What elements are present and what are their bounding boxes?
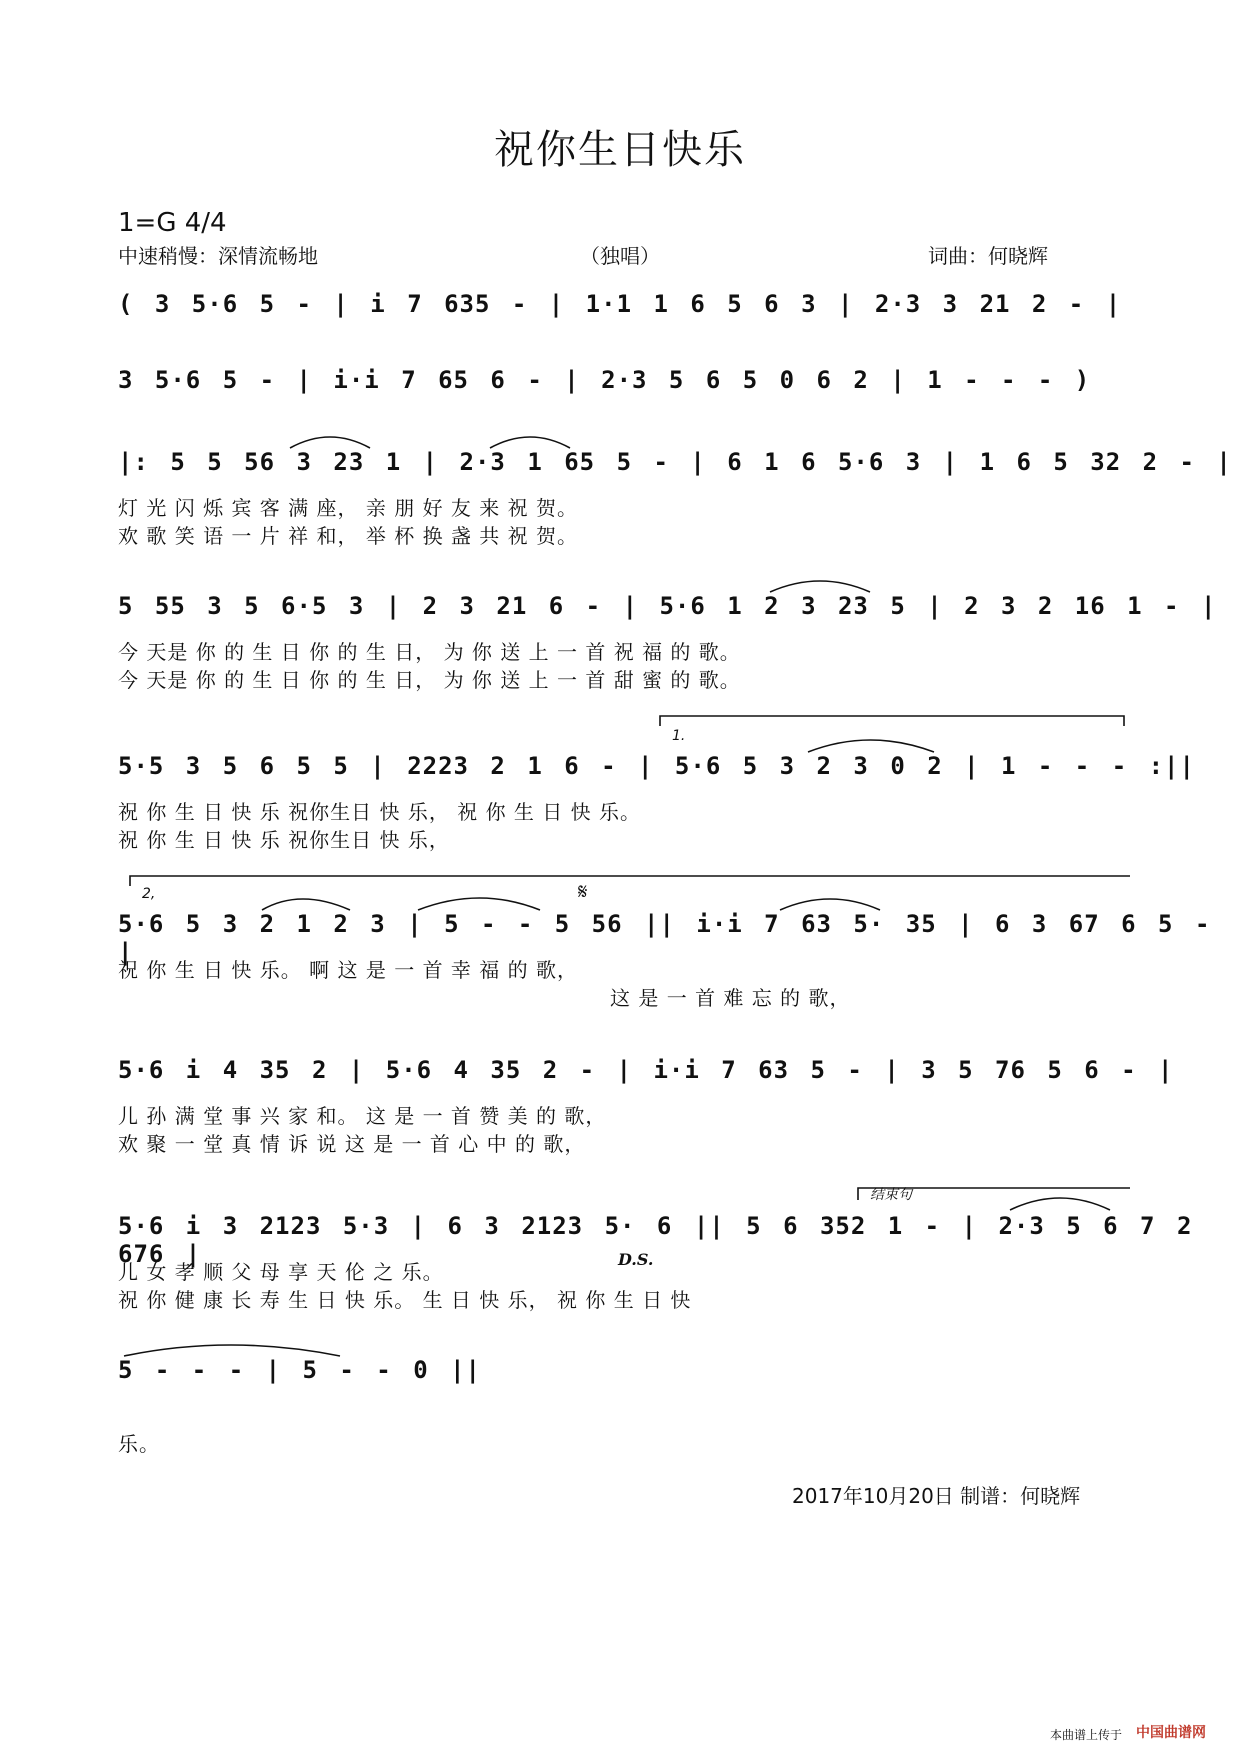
- ending-bracket: [858, 1188, 1130, 1200]
- lyrics-verse-1: 乐。: [118, 1432, 160, 1456]
- notes: 5 55 3 5 6·5 3 | 2 3 21 6 - | 5·6 1 2 3 23 5 | 2 3 2 16 1 - |: [118, 592, 1217, 620]
- lyrics-verse-2: 祝 你 生 日 快 乐 祝你生日 快 乐，: [118, 828, 450, 852]
- performance-mode: （独唱）: [580, 244, 660, 268]
- segno-icon: 𝄋: [578, 880, 588, 905]
- notes: 5·6 5 3 2 1 2 3 | 5 - - 5 56 || i·i 7 63 5· 35 | 6 3 67 6 5 - |: [118, 910, 1211, 966]
- composer-credit: 词曲：何晓辉: [928, 244, 1048, 268]
- lyrics-verse-2: 欢 聚 一 堂 真 情 诉 说 这 是 一 首 心 中 的 歌，: [118, 1132, 586, 1156]
- key-signature: 1=G 4/4: [118, 208, 227, 238]
- lyrics-verse-2: 欢 歌 笑 语 一 片 祥 和， 举 杯 换 盏 共 祝 贺。: [118, 524, 579, 548]
- transcriber-credit: 2017年10月20日 制谱：何晓辉: [792, 1484, 1081, 1508]
- slur: [124, 1345, 340, 1356]
- notes: 5 - - - | 5 - - 0 ||: [118, 1356, 481, 1384]
- slur: [490, 437, 570, 448]
- site-logo: 中国曲谱网: [1136, 1725, 1206, 1741]
- volta-1-label: 1.: [672, 728, 686, 744]
- slur: [290, 437, 370, 448]
- ds-marking: D.S.: [618, 1250, 654, 1269]
- slur: [780, 899, 880, 910]
- lyrics-verse-1: 今 天是 你 的 生 日 你 的 生 日， 为 你 送 上 一 首 祝 福 的 歌。: [118, 640, 741, 664]
- notes: 3 5·6 5 - | i·i 7 65 6 - | 2·3 5 6 5 0 6 2 | 1 - - - ): [118, 366, 1091, 394]
- slur: [418, 898, 540, 910]
- slur: [262, 899, 350, 910]
- notes: |: 5 5 56 3 23 1 | 2·3 1 65 5 - | 6 1 6 5·6 3 | 1 6 5 32 2 - |: [118, 448, 1232, 476]
- page-title: 祝你生日快乐: [494, 127, 746, 173]
- lyrics-verse-1: 儿 孙 满 堂 事 兴 家 和。 这 是 一 首 赞 美 的 歌，: [118, 1104, 607, 1128]
- lyrics-verse-2: 祝 你 健 康 长 寿 生 日 快 乐。 生 日 快 乐， 祝 你 生 日 快: [118, 1288, 692, 1312]
- slur: [770, 581, 870, 592]
- ending-label: 结束句: [870, 1187, 912, 1203]
- notes: 5·6 i 4 35 2 | 5·6 4 35 2 - | i·i 7 63 5 - | 3 5 76 5 6 - |: [118, 1056, 1174, 1084]
- slur: [808, 740, 934, 752]
- lyrics-verse-1: 祝 你 生 日 快 乐。 啊 这 是 一 首 幸 福 的 歌，: [118, 958, 579, 982]
- tempo-marking: 中速稍慢：深情流畅地: [118, 244, 318, 268]
- notes: 5·6 i 3 2123 5·3 | 6 3 2123 5· 6 || 5 6 352 1 - | 2·3 5 6 7 2 676 |: [118, 1212, 1193, 1268]
- lyrics-verse-2: 今 天是 你 的 生 日 你 的 生 日， 为 你 送 上 一 首 甜 蜜 的 歌。: [118, 668, 741, 692]
- footer-text: 本曲谱上传于: [1050, 1728, 1123, 1742]
- volta-2-bracket: [130, 876, 1130, 886]
- lyrics-verse-1: 儿 女 孝 顺 父 母 享 天 伦 之 乐。: [118, 1260, 444, 1284]
- lyrics-verse-1: 祝 你 生 日 快 乐 祝你生日 快 乐， 祝 你 生 日 快 乐。: [118, 800, 642, 824]
- volta-1-bracket: [660, 716, 1124, 726]
- slur: [1010, 1198, 1110, 1210]
- notes: 5·5 3 5 6 5 5 | 2223 2 1 6 - | 5·6 5 3 2 3 0 2 | 1 - - - :||: [118, 752, 1195, 780]
- lyrics-verse-2: 这 是 一 首 难 忘 的 歌，: [610, 986, 851, 1010]
- lyrics-verse-1: 灯 光 闪 烁 宾 客 满 座， 亲 朋 好 友 来 祝 贺。: [118, 496, 579, 520]
- volta-2-label: 2,: [142, 886, 156, 902]
- notes: ( 3 5·6 5 - | i 7 635 - | 1·1 1 6 5 6 3 | 2·3 3 21 2 - |: [118, 290, 1122, 318]
